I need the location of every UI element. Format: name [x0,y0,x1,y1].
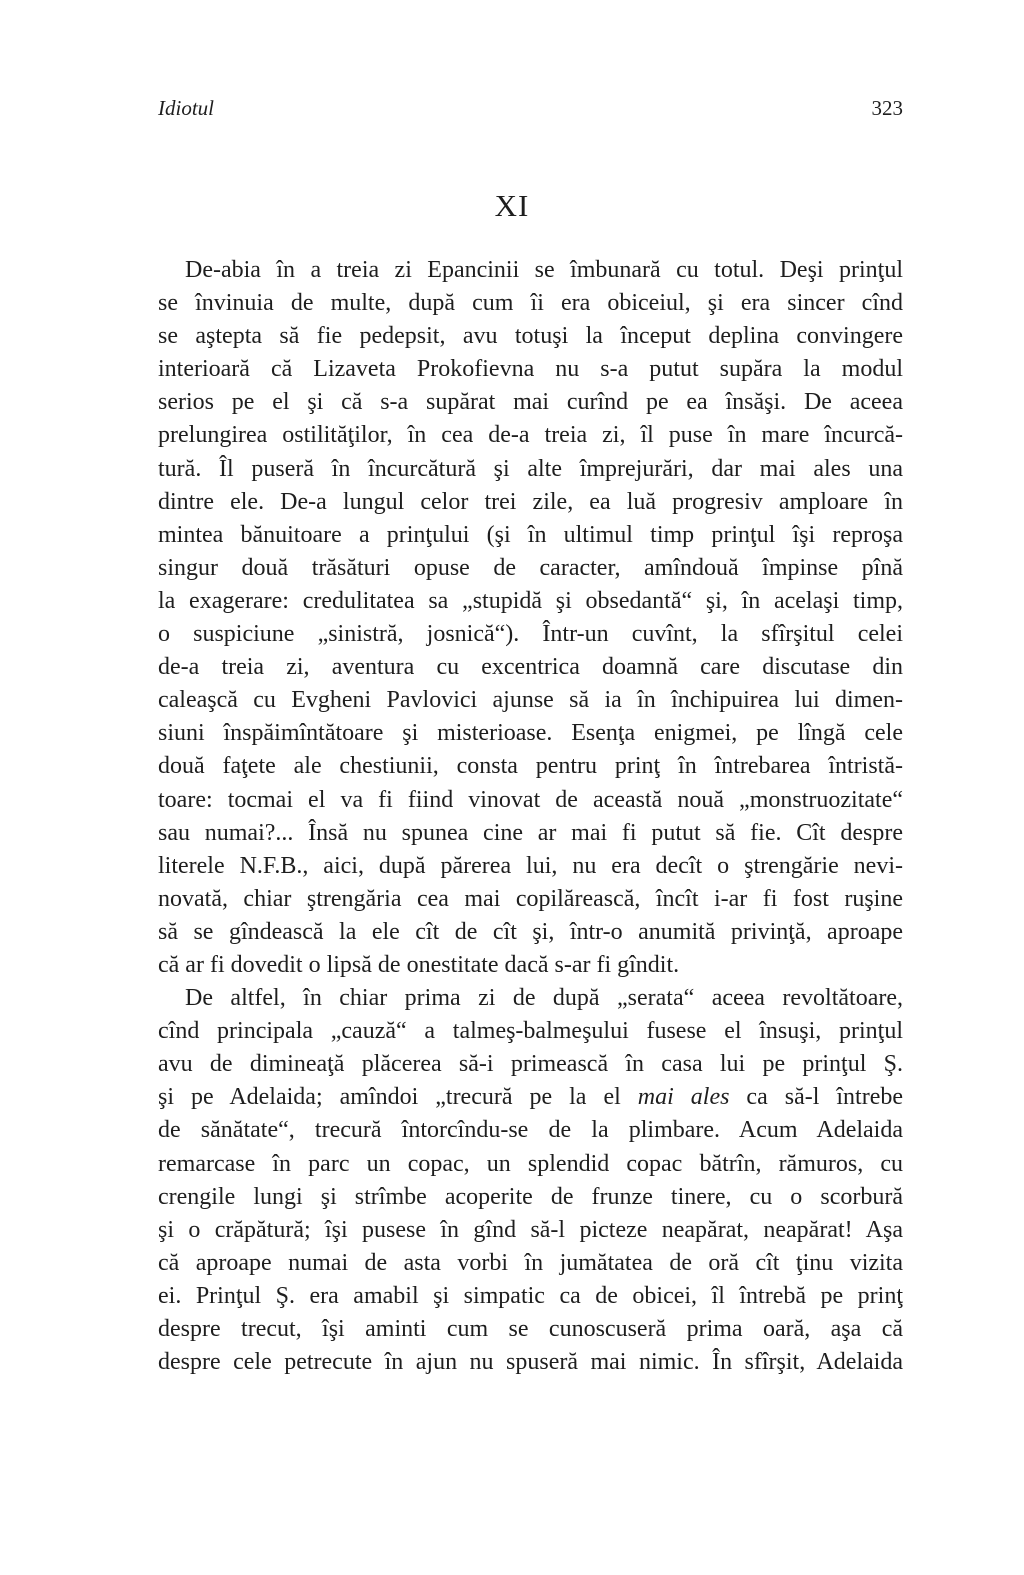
text-line: avu de dimineaţă plăcerea să-i primească în casa lui pe prinţul Ş. [158,1051,903,1078]
text-segment: ca să-l întrebe [729,1084,904,1111]
running-head [158,96,903,126]
text-line: mintea bănuitoare a prinţului (şi în ultimul timp prinţul îşi reproşa [158,521,903,548]
text-line: dintre ele. De-a lungul celor trei zile, ea luă progresiv amploare în [158,488,903,515]
text-line: literele N.F.B., aici, după părerea lui, nu era decît o ştrengărie nevi- [158,852,903,879]
paragraph-2 [158,982,903,1379]
text-line: ei. Prinţul Ş. era amabil şi simpatic ca de obicei, îl întrebă pe prinţ [158,1282,903,1309]
text-line: că ar fi dovedit o lipsă de onestitate dacă s-ar fi gîndit. [158,951,680,978]
italic-emphasis: mai ales [637,1084,730,1111]
text-line: remarcase în parc un copac, un splendid copac bătrîn, rămuros, cu [158,1150,903,1177]
paragraph-1 [158,254,903,982]
text-line: că aproape numai de asta vorbi în jumătatea de oră cît ţinu vizita [158,1249,903,1276]
text-line: prelungirea ostilităţilor, în cea de-a treia zi, îl puse în mare încurcă- [158,422,903,449]
text-line: caleaşcă cu Evgheni Pavlovici ajunse să ia în închipuirea lui dimen- [158,687,903,714]
text-line: două faţete ale chestiunii, consta pentru prinţ în întrebarea întristă- [158,753,903,780]
text-line: siuni înspăimîntătoare şi misterioase. Esenţa enigmei, pe lîngă cele [158,720,903,747]
text-line: sau numai?... Însă nu spunea cine ar mai fi putut să fie. Cît despre [158,819,903,846]
text-line: novată, chiar ştrengăria cea mai copilărească, încît i-ar fi fost ruşine [158,885,903,912]
text-line: tură. Îl puseră în încurcătură şi alte împrejurări, dar mai ales una [158,455,903,482]
text-line: şi o crăpătură; îşi pusese în gînd să-l picteze neapărat, neapărat! Aşa [158,1216,903,1243]
text-segment: şi pe Adelaida; amîndoi „trecură pe la el [158,1084,638,1111]
text-line: despre cele petrecute în ajun nu spuseră mai nimic. În sfîrşit, Adelaida [158,1349,903,1376]
text-line: cînd principala „cauză“ a talmeş-balmeşului fusese el însuşi, prinţul [158,1018,903,1045]
text-line: de-a treia zi, aventura cu excentrica doamnă care discutase din [158,654,903,681]
book-title: Idiotul [158,96,214,120]
text-line: serios pe el şi că s-a supărat mai curînd pe ea însăşi. De aceea [158,389,903,416]
text-line: toare: tocmai el va fi fiind vinovat de această nouă „monstruozitate“ [158,786,903,813]
text-line: interioară că Lizaveta Prokofievna nu s-a putut supăra la modul [158,356,903,383]
text-line: De-abia în a treia zi Epancinii se îmbunară cu totul. Deşi prinţul [185,257,903,283]
text-line: se aştepta să fie pedepsit, avu totuşi la început deplina convingere [158,323,903,350]
text-line: singur două trăsături opuse de caracter, amîndouă împinse pînă [158,554,903,581]
body-text [158,254,903,1379]
text-line: de sănătate“, trecură întorcîndu-se de la plimbare. Acum Adelaida [158,1117,903,1144]
text-line: crengile lungi şi strîmbe acoperite de frunze tinere, cu o scorbură [158,1183,903,1210]
text-line: despre trecut, îşi aminti cum se cunoscuseră prima oară, aşa că [158,1316,903,1342]
text-line: la exagerare: credulitatea sa „stupidă şi obsedantă“ şi, în acelaşi timp, [158,587,903,614]
text-line-with-italic [158,1081,903,1114]
text-line: se învinuia de multe, după cum îi era obiceiul, şi era sincer cînd [158,290,903,317]
chapter-title: XI [494,188,530,223]
text-line: De altfel, în chiar prima zi de după „serata“ aceea revoltătoare, [185,985,903,1012]
text-line: să se gîndească la ele cît de cît şi, într-o anumită privinţă, aproape [158,918,903,945]
text-line: o suspiciune „sinistră, josnică“). Într-un cuvînt, la sfîrşitul celei [158,621,903,648]
page-number: 323 [871,96,903,120]
